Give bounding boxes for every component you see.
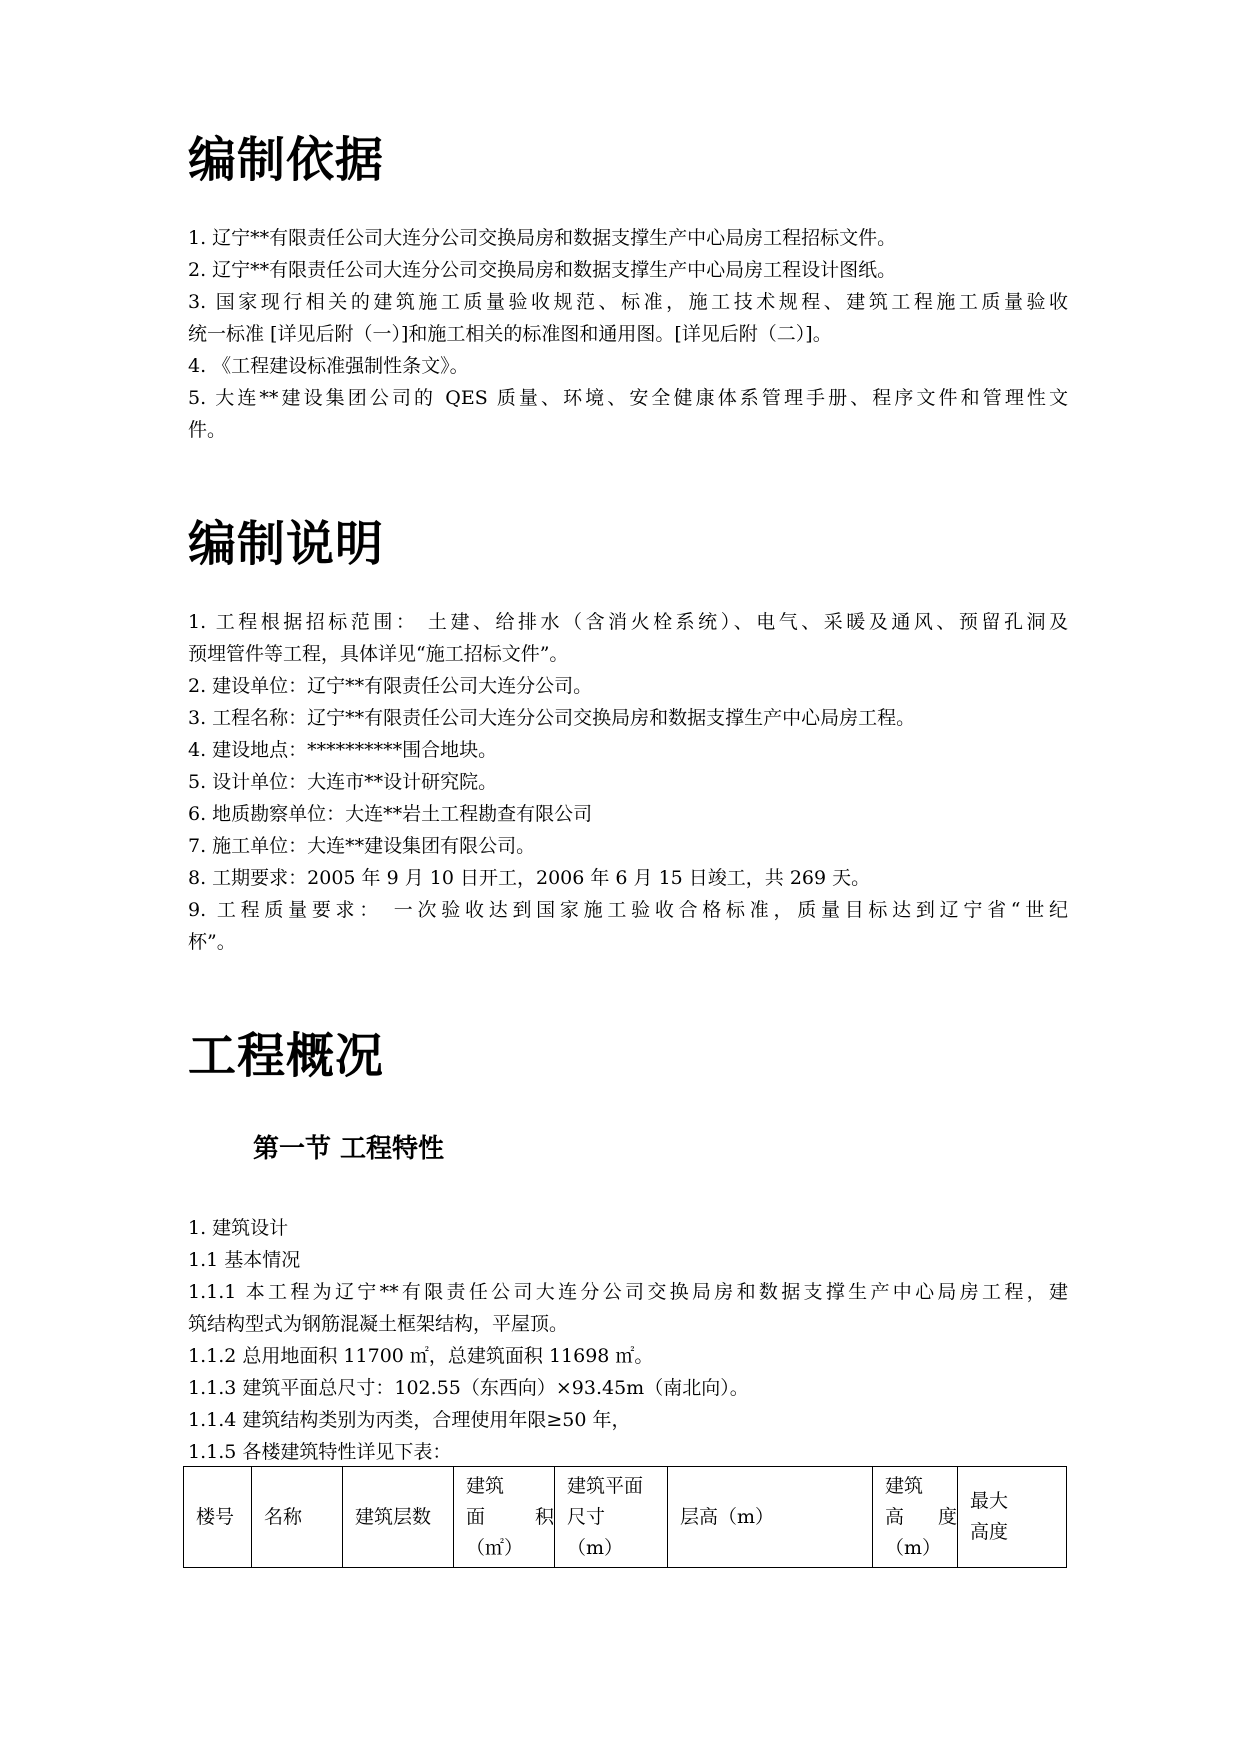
overview-item-1: 1. 建筑设计 xyxy=(188,1217,289,1239)
building-spec-table xyxy=(183,1466,1067,1568)
header-plan-size: 建筑平面 尺寸 （m） xyxy=(555,1467,668,1568)
basis-item-4: 4. 《工程建设标准强制性条文》。 xyxy=(188,355,469,377)
section-title-overview: 工程概况 xyxy=(188,1028,385,1084)
basis-item-2: 2. 辽宁**有限责任公司大连分公司交换局房和数据支撑生产中心局房工程设计图纸。 xyxy=(188,259,897,281)
basis-item-5: 5. 大连**建设集团公司的 QES 质量、环境、安全健康体系管理手册、程序文件和管理性文 xyxy=(188,387,1068,409)
notes-item-2: 2. 建设单位：辽宁**有限责任公司大连分公司。 xyxy=(188,675,593,697)
header-area: 建筑 面 积 （㎡） xyxy=(454,1467,555,1568)
section-title-basis: 编制依据 xyxy=(188,132,385,188)
notes-item-1: 1. 工程根据招标范围： 土建、给排水（含消火栓系统）、电气、采暖及通风、预留孔洞及 xyxy=(188,611,1068,633)
header-building-no: 楼号 xyxy=(184,1467,252,1568)
notes-item-6: 6. 地质勘察单位：大连**岩土工程勘查有限公司 xyxy=(188,803,593,825)
notes-item-7: 7. 施工单位：大连**建设集团有限公司。 xyxy=(188,835,536,857)
header-building-height: 建筑 高 度 （m） xyxy=(873,1467,958,1568)
notes-item-1-cont: 预埋管件等工程，具体详见“施工招标文件”。 xyxy=(188,643,569,665)
header-floor-height: 层高（m） xyxy=(668,1467,873,1568)
basis-item-5-cont: 件。 xyxy=(188,419,227,441)
notes-item-4: 4. 建设地点：**********围合地块。 xyxy=(188,739,498,761)
notes-item-8: 8. 工期要求：2005 年 9 月 10 日开工，2006 年 6 月 15 日竣工，共 269 天。 xyxy=(188,867,871,889)
overview-item-1-1-4: 1.1.4 建筑结构类别为丙类，合理使用年限≥50 年， xyxy=(188,1409,631,1431)
header-max-height: 最大 高度 xyxy=(958,1467,1067,1568)
header-name: 名称 xyxy=(252,1467,343,1568)
basis-item-1: 1. 辽宁**有限责任公司大连分公司交换局房和数据支撑生产中心局房工程招标文件。 xyxy=(188,227,897,249)
overview-item-1-1-2: 1.1.2 总用地面积 11700 ㎡，总建筑面积 11698 ㎡。 xyxy=(188,1345,654,1367)
subsection-title: 第一节 工程特性 xyxy=(253,1134,445,1164)
overview-item-1-1-5: 1.1.5 各楼建筑特性详见下表： xyxy=(188,1441,452,1463)
notes-item-9-cont: 杯”。 xyxy=(188,931,236,953)
notes-item-9: 9. 工程质量要求： 一次验收达到国家施工验收合格标准，质量目标达到辽宁省“世纪 xyxy=(188,899,1068,921)
basis-item-3: 3. 国家现行相关的建筑施工质量验收规范、标准，施工技术规程、建筑工程施工质量验收 xyxy=(188,291,1068,313)
header-floors: 建筑层数 xyxy=(343,1467,454,1568)
overview-item-1-1-3: 1.1.3 建筑平面总尺寸：102.55（东西向）×93.45m（南北向）。 xyxy=(188,1377,749,1399)
basis-item-3-cont: 统一标准 [详见后附（一）]和施工相关的标准图和通用图。[详见后附（二）]。 xyxy=(188,323,832,345)
overview-item-1-1-1: 1.1.1 本工程为辽宁**有限责任公司大连分公司交换局房和数据支撑生产中心局房工程，建 xyxy=(188,1281,1068,1303)
notes-item-3: 3. 工程名称：辽宁**有限责任公司大连分公司交换局房和数据支撑生产中心局房工程。 xyxy=(188,707,916,729)
overview-item-1-1: 1.1 基本情况 xyxy=(188,1249,301,1271)
notes-item-5: 5. 设计单位：大连市**设计研究院。 xyxy=(188,771,498,793)
overview-item-1-1-1-cont: 筑结构型式为钢筋混凝土框架结构，平屋顶。 xyxy=(188,1313,569,1335)
section-title-notes: 编制说明 xyxy=(188,516,385,572)
table-header-row xyxy=(184,1467,1067,1568)
